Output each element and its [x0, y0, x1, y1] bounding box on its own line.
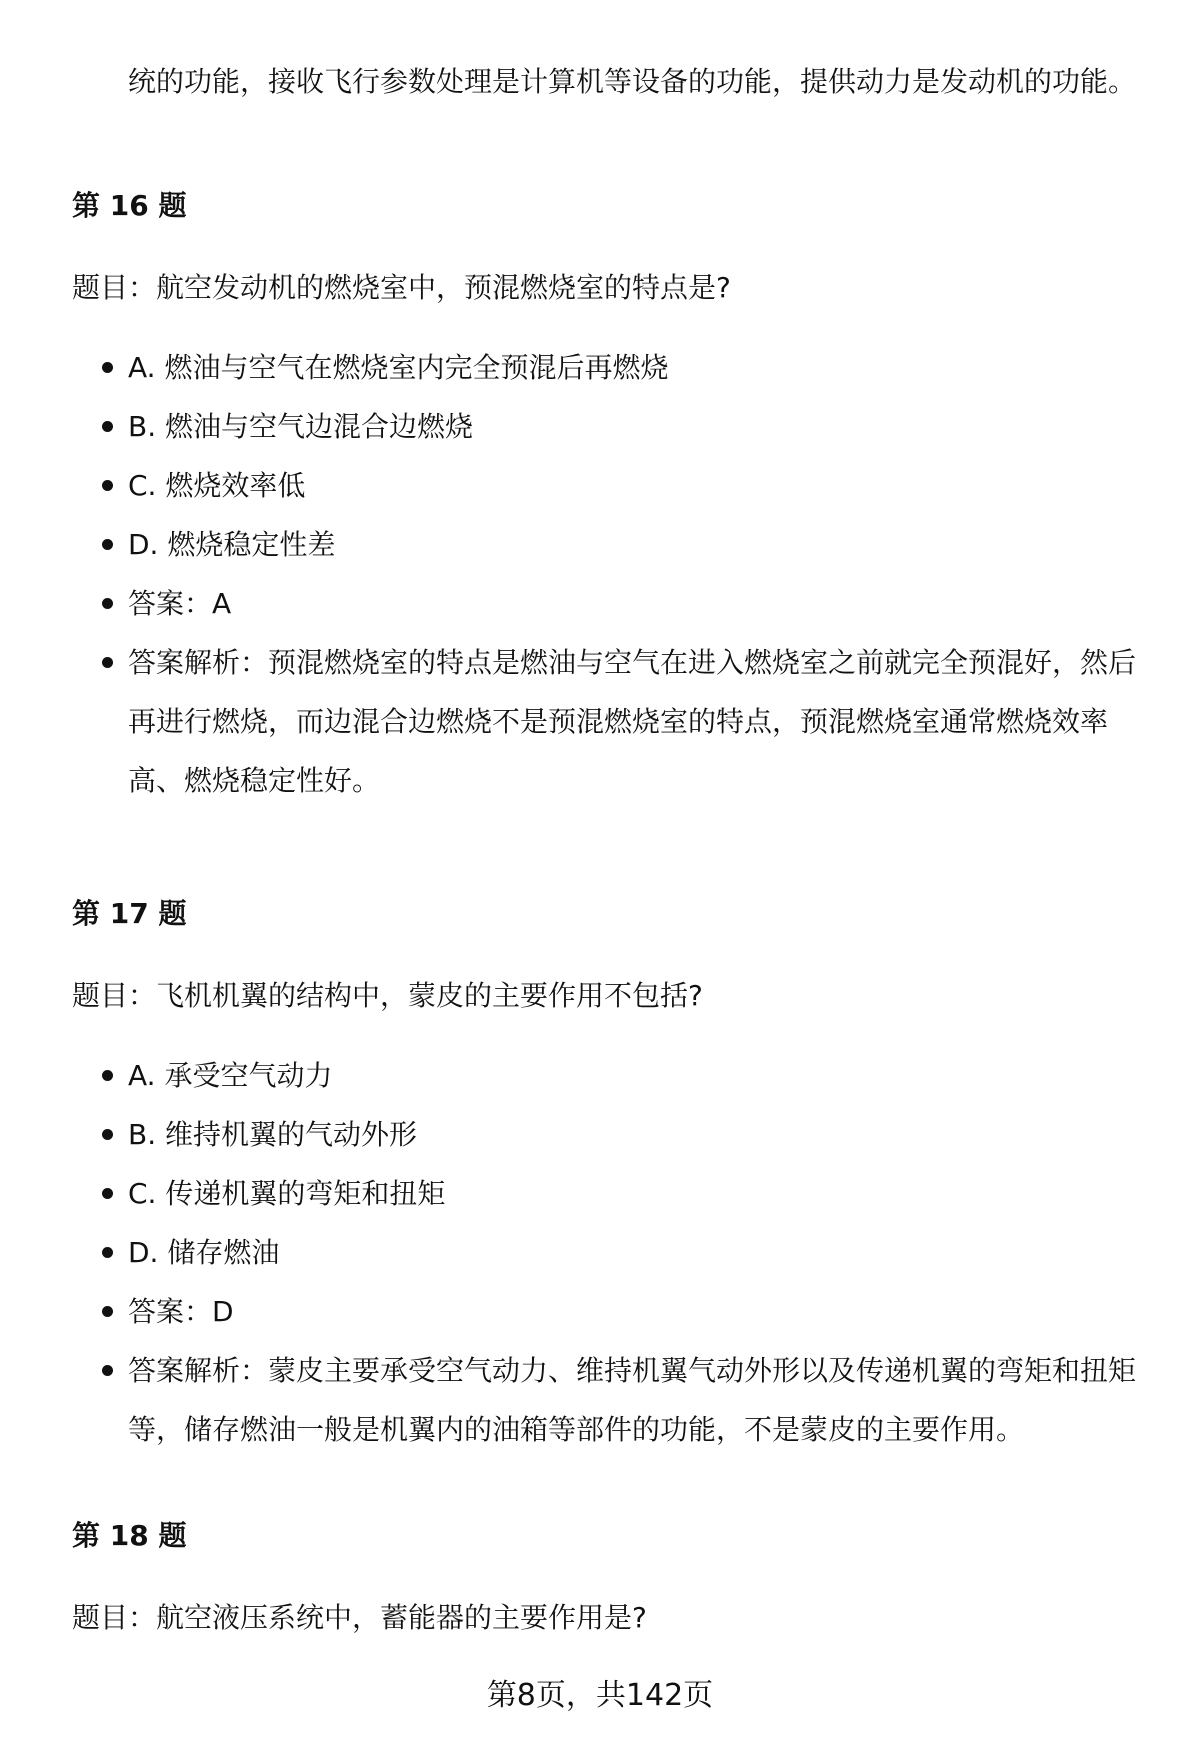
list-item [128, 1046, 1148, 1105]
question-heading: 第 18 题 [72, 1519, 187, 1552]
option-text: A. 承受空气动力 [128, 1059, 333, 1092]
question-heading: 第 16 题 [72, 189, 187, 222]
list-item [128, 1341, 1148, 1459]
bullet-icon [102, 1365, 113, 1376]
list-item [128, 515, 1148, 574]
list-item [128, 1105, 1148, 1164]
bullet-icon [102, 1247, 113, 1258]
option-list [128, 1046, 1148, 1459]
option-text: A. 燃油与空气在燃烧室内完全预混后再燃烧 [128, 351, 669, 384]
list-item [128, 397, 1148, 456]
list-item [128, 574, 1148, 633]
list-item [128, 633, 1148, 810]
bullet-icon [102, 657, 113, 668]
bullet-icon [102, 480, 113, 491]
option-text: D. 储存燃油 [128, 1236, 280, 1269]
bullet-icon [102, 1188, 113, 1199]
question-text: 题目：飞机机翼的结构中，蒙皮的主要作用不包括? [72, 979, 703, 1012]
page-number: 第8页，共142页 [486, 1678, 714, 1713]
question-text: 题目：航空发动机的燃烧室中，预混燃烧室的特点是? [72, 271, 731, 304]
option-text: B. 燃油与空气边混合边燃烧 [128, 410, 474, 443]
answer-text: 答案：A [128, 587, 232, 620]
option-text: C. 传递机翼的弯矩和扭矩 [128, 1177, 446, 1210]
continuation-paragraph: 统的功能，接收飞行参数处理是计算机等设备的功能，提供动力是发动机的功能。 [128, 65, 1137, 98]
answer-text: 答案：D [128, 1295, 234, 1328]
option-text: D. 燃烧稳定性差 [128, 528, 336, 561]
list-item [128, 1282, 1148, 1341]
bullet-icon [102, 539, 113, 550]
explanation-text: 答案解析：蒙皮主要承受空气动力、维持机翼气动外形以及传递机翼的弯矩和扭矩等，储存燃油一般是机翼内的油箱等部件的功能，不是蒙皮的主要作用。 [128, 1354, 1137, 1446]
bullet-icon [102, 421, 113, 432]
list-item [128, 456, 1148, 515]
bullet-icon [102, 598, 113, 609]
option-text: B. 维持机翼的气动外形 [128, 1118, 418, 1151]
question-heading: 第 17 题 [72, 897, 187, 930]
bullet-icon [102, 1306, 113, 1317]
list-item [128, 1223, 1148, 1282]
list-item [128, 338, 1148, 397]
option-list [128, 338, 1148, 810]
bullet-icon [102, 1129, 113, 1140]
question-text: 题目：航空液压系统中，蓄能器的主要作用是? [72, 1601, 647, 1634]
explanation-text: 答案解析：预混燃烧室的特点是燃油与空气在进入燃烧室之前就完全预混好，然后再进行燃烧，而边混合边燃烧不是预混燃烧室的特点，预混燃烧室通常燃烧效率高、燃烧稳定性好。 [128, 646, 1137, 797]
bullet-icon [102, 362, 113, 373]
list-item [128, 1164, 1148, 1223]
bullet-icon [102, 1070, 113, 1081]
option-text: C. 燃烧效率低 [128, 469, 306, 502]
